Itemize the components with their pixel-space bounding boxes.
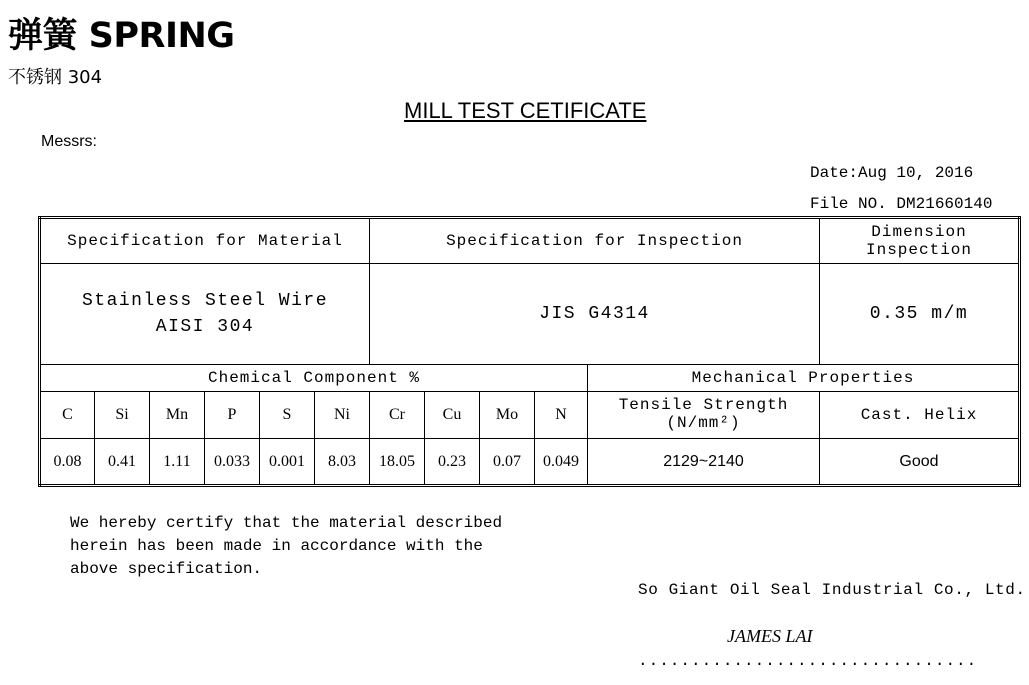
signature-line: ................................ [638, 652, 978, 670]
element-value: 18.05 [370, 439, 425, 486]
page-subtitle: 不锈钢 304 [8, 67, 103, 88]
material-spec-value [40, 264, 370, 365]
element-value: 0.001 [260, 439, 315, 486]
element-header: C [40, 392, 95, 439]
cast-helix-value: Good [820, 439, 1020, 486]
element-value: 0.41 [95, 439, 150, 486]
messrs-label: Messrs: [41, 133, 97, 150]
page-title: 弹簧 SPRING [8, 16, 235, 56]
material-line-1: Stainless Steel Wire [81, 291, 329, 311]
tensile-strength-value: 2129~2140 [588, 439, 820, 486]
element-header: Cu [425, 392, 480, 439]
dimension-value: 0.35 m/m [820, 264, 1020, 365]
date-field: Date:Aug 10, 2016 [810, 164, 974, 182]
cast-helix-header: Cast. Helix [820, 392, 1020, 439]
element-header: Ni [315, 392, 370, 439]
certification-statement: We hereby certify that the material described herein has been made in accordance with the above specification. [70, 514, 503, 578]
element-header: Si [95, 392, 150, 439]
inspection-spec-header: Specification for Inspection [370, 218, 820, 264]
material-line-2: AISI 304 [155, 317, 255, 337]
element-header: Mo [480, 392, 535, 439]
element-header: P [205, 392, 260, 439]
material-spec-header: Specification for Material [40, 218, 370, 264]
element-value: 0.049 [535, 439, 588, 486]
mechanical-header: Mechanical Properties [588, 365, 1020, 392]
certificate-title: MILL TEST CETIFICATE [404, 98, 647, 123]
chemical-header: Chemical Component % [40, 365, 588, 392]
element-header: Mn [150, 392, 205, 439]
element-header: Cr [370, 392, 425, 439]
tensile-strength-header: Tensile Strength (N/mm²) [588, 392, 820, 439]
element-value: 0.23 [425, 439, 480, 486]
element-value: 1.11 [150, 439, 205, 486]
element-header: N [535, 392, 588, 439]
file-number: File NO. DM21660140 [810, 195, 993, 213]
element-value: 8.03 [315, 439, 370, 486]
element-value: 0.033 [205, 439, 260, 486]
inspection-spec-value: JIS G4314 [370, 264, 820, 365]
signer-name: JAMES LAI [727, 626, 813, 646]
dimension-header: Dimension Inspection [820, 218, 1020, 264]
element-value: 0.07 [480, 439, 535, 486]
element-header: S [260, 392, 315, 439]
certificate-table [38, 216, 1021, 487]
company-name: So Giant Oil Seal Industrial Co., Ltd. [638, 581, 1026, 599]
element-value: 0.08 [40, 439, 95, 486]
